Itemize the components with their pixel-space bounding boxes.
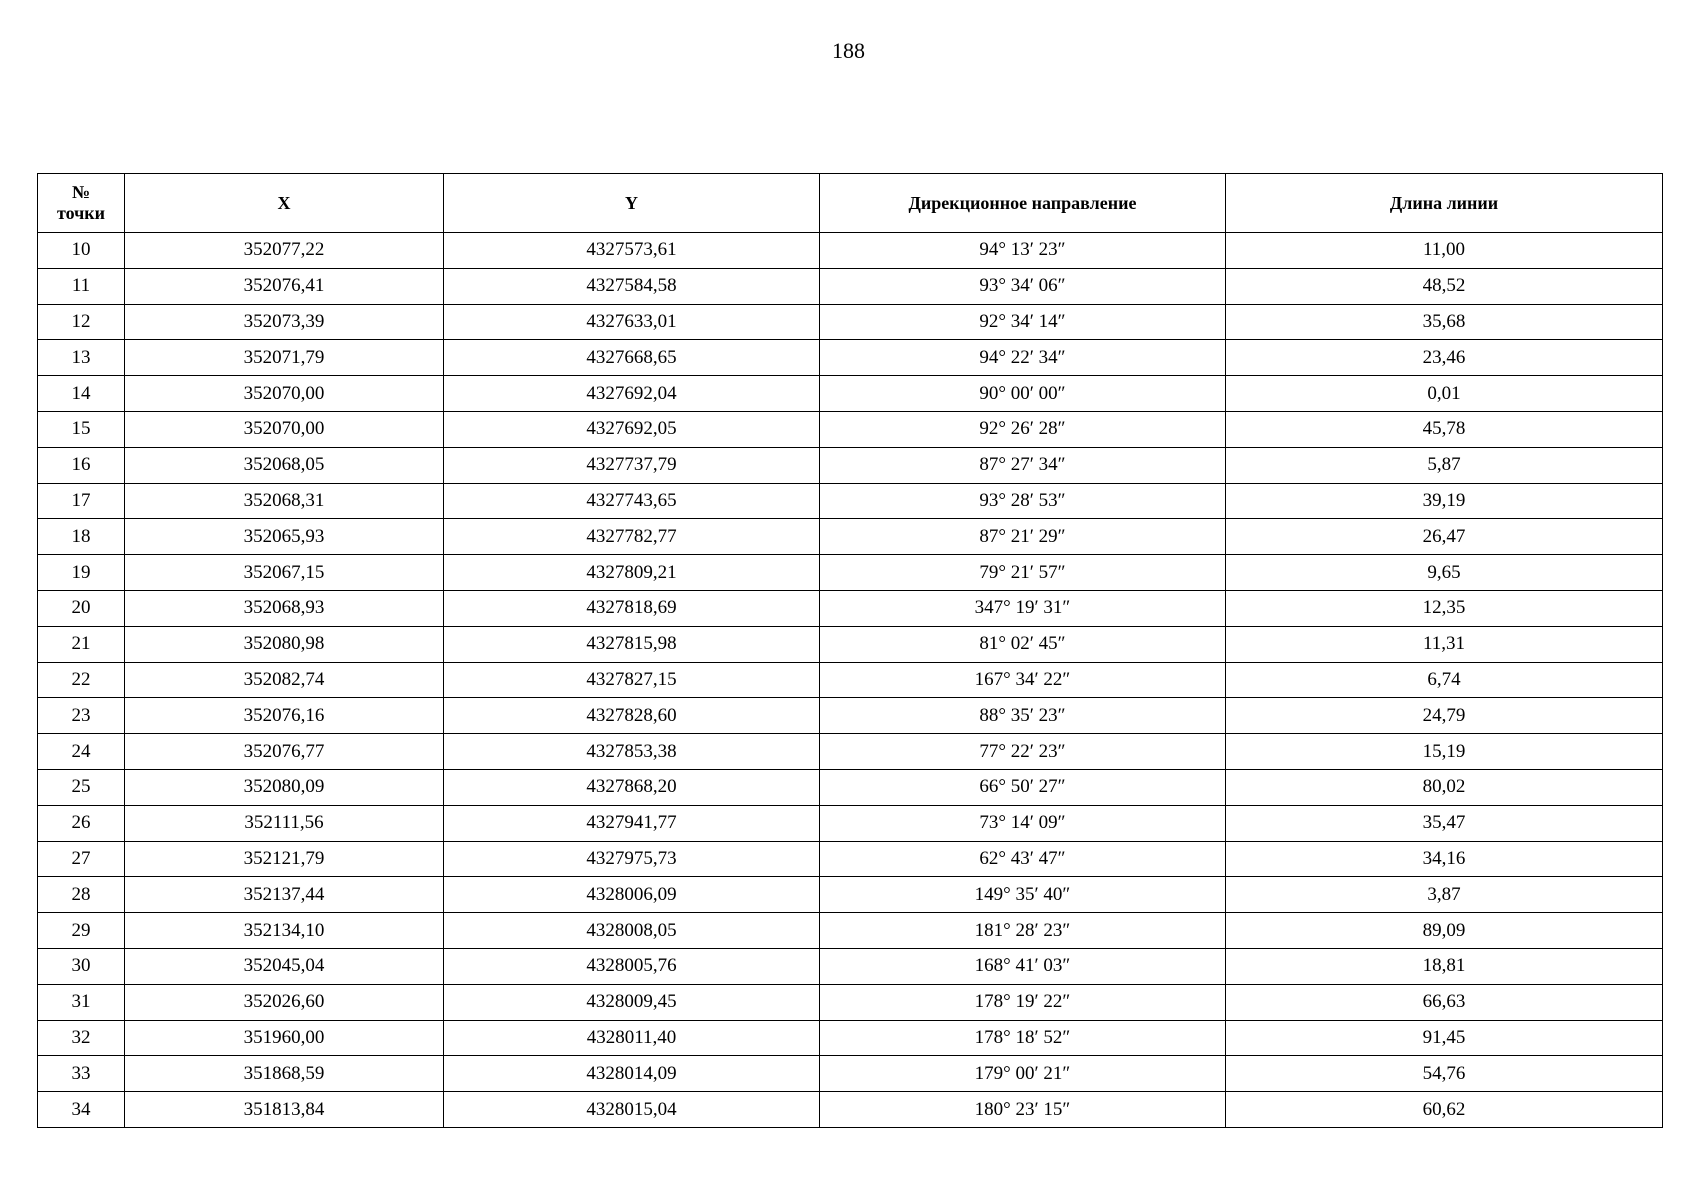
cell-point-number: 29	[38, 913, 125, 949]
cell-y: 4328006,09	[444, 877, 820, 913]
cell-line-length: 11,00	[1226, 233, 1663, 269]
table-row	[38, 662, 1663, 698]
cell-x: 352080,98	[125, 626, 444, 662]
cell-line-length: 48,52	[1226, 268, 1663, 304]
cell-y: 4327668,65	[444, 340, 820, 376]
cell-direction: 93° 28′ 53″	[820, 483, 1226, 519]
cell-line-length: 89,09	[1226, 913, 1663, 949]
cell-x: 352068,93	[125, 590, 444, 626]
cell-point-number: 17	[38, 483, 125, 519]
cell-x: 352134,10	[125, 913, 444, 949]
cell-direction: 87° 21′ 29″	[820, 519, 1226, 555]
header-x: X	[125, 174, 444, 233]
table-row	[38, 1092, 1663, 1128]
cell-line-length: 9,65	[1226, 555, 1663, 591]
cell-y: 4327782,77	[444, 519, 820, 555]
cell-point-number: 22	[38, 662, 125, 698]
cell-y: 4328014,09	[444, 1056, 820, 1092]
cell-x: 352070,00	[125, 411, 444, 447]
cell-point-number: 11	[38, 268, 125, 304]
cell-x: 352065,93	[125, 519, 444, 555]
cell-direction: 88° 35′ 23″	[820, 698, 1226, 734]
cell-line-length: 24,79	[1226, 698, 1663, 734]
cell-point-number: 31	[38, 984, 125, 1020]
table-row	[38, 411, 1663, 447]
cell-direction: 81° 02′ 45″	[820, 626, 1226, 662]
cell-point-number: 20	[38, 590, 125, 626]
cell-point-number: 13	[38, 340, 125, 376]
cell-direction: 66° 50′ 27″	[820, 769, 1226, 805]
header-point-number: № точки	[38, 174, 125, 233]
table-row	[38, 1056, 1663, 1092]
cell-x: 351960,00	[125, 1020, 444, 1056]
cell-x: 352068,05	[125, 447, 444, 483]
cell-x: 352076,16	[125, 698, 444, 734]
table-row	[38, 268, 1663, 304]
cell-y: 4327573,61	[444, 233, 820, 269]
cell-x: 352080,09	[125, 769, 444, 805]
cell-x: 351868,59	[125, 1056, 444, 1092]
cell-point-number: 32	[38, 1020, 125, 1056]
table-row	[38, 984, 1663, 1020]
cell-point-number: 14	[38, 376, 125, 412]
table-header	[38, 174, 1663, 233]
cell-direction: 179° 00′ 21″	[820, 1056, 1226, 1092]
cell-y: 4327692,04	[444, 376, 820, 412]
table-row	[38, 340, 1663, 376]
page-number: 188	[832, 38, 865, 63]
table-row	[38, 805, 1663, 841]
cell-y: 4327815,98	[444, 626, 820, 662]
cell-y: 4327818,69	[444, 590, 820, 626]
cell-y: 4328011,40	[444, 1020, 820, 1056]
cell-x: 352026,60	[125, 984, 444, 1020]
cell-x: 352073,39	[125, 304, 444, 340]
cell-x: 352045,04	[125, 948, 444, 984]
header-y: Y	[444, 174, 820, 233]
cell-direction: 94° 13′ 23″	[820, 233, 1226, 269]
cell-direction: 93° 34′ 06″	[820, 268, 1226, 304]
cell-y: 4327827,15	[444, 662, 820, 698]
cell-point-number: 12	[38, 304, 125, 340]
cell-direction: 149° 35′ 40″	[820, 877, 1226, 913]
cell-x: 352070,00	[125, 376, 444, 412]
cell-y: 4327941,77	[444, 805, 820, 841]
cell-point-number: 21	[38, 626, 125, 662]
cell-y: 4327868,20	[444, 769, 820, 805]
cell-y: 4327633,01	[444, 304, 820, 340]
cell-x: 352076,41	[125, 268, 444, 304]
cell-direction: 94° 22′ 34″	[820, 340, 1226, 376]
header-line-length: Длина линии	[1226, 174, 1663, 233]
cell-y: 4327809,21	[444, 555, 820, 591]
cell-point-number: 33	[38, 1056, 125, 1092]
cell-point-number: 34	[38, 1092, 125, 1128]
cell-direction: 178° 19′ 22″	[820, 984, 1226, 1020]
cell-line-length: 66,63	[1226, 984, 1663, 1020]
cell-line-length: 35,47	[1226, 805, 1663, 841]
table-row	[38, 555, 1663, 591]
cell-direction: 180° 23′ 15″	[820, 1092, 1226, 1128]
table-row	[38, 734, 1663, 770]
cell-y: 4327828,60	[444, 698, 820, 734]
cell-y: 4327853,38	[444, 734, 820, 770]
table-row	[38, 233, 1663, 269]
cell-direction: 79° 21′ 57″	[820, 555, 1226, 591]
cell-x: 352111,56	[125, 805, 444, 841]
table-row	[38, 519, 1663, 555]
cell-line-length: 26,47	[1226, 519, 1663, 555]
cell-line-length: 34,16	[1226, 841, 1663, 877]
cell-point-number: 18	[38, 519, 125, 555]
cell-direction: 181° 28′ 23″	[820, 913, 1226, 949]
cell-direction: 92° 26′ 28″	[820, 411, 1226, 447]
table-row	[38, 590, 1663, 626]
table-row	[38, 913, 1663, 949]
table-row	[38, 698, 1663, 734]
cell-x: 352067,15	[125, 555, 444, 591]
cell-x: 352068,31	[125, 483, 444, 519]
cell-y: 4328009,45	[444, 984, 820, 1020]
cell-direction: 92° 34′ 14″	[820, 304, 1226, 340]
table-row	[38, 1020, 1663, 1056]
cell-y: 4327743,65	[444, 483, 820, 519]
cell-line-length: 0,01	[1226, 376, 1663, 412]
table-row	[38, 841, 1663, 877]
cell-point-number: 25	[38, 769, 125, 805]
coordinates-table	[37, 173, 1663, 1128]
cell-y: 4328008,05	[444, 913, 820, 949]
cell-line-length: 45,78	[1226, 411, 1663, 447]
cell-line-length: 35,68	[1226, 304, 1663, 340]
cell-x: 352077,22	[125, 233, 444, 269]
table-row	[38, 304, 1663, 340]
cell-y: 4327975,73	[444, 841, 820, 877]
table-row	[38, 626, 1663, 662]
cell-x: 352137,44	[125, 877, 444, 913]
cell-direction: 87° 27′ 34″	[820, 447, 1226, 483]
cell-direction: 62° 43′ 47″	[820, 841, 1226, 877]
cell-direction: 77° 22′ 23″	[820, 734, 1226, 770]
cell-point-number: 23	[38, 698, 125, 734]
cell-y: 4328005,76	[444, 948, 820, 984]
table-row	[38, 447, 1663, 483]
cell-line-length: 23,46	[1226, 340, 1663, 376]
cell-line-length: 54,76	[1226, 1056, 1663, 1092]
cell-y: 4327584,58	[444, 268, 820, 304]
cell-line-length: 60,62	[1226, 1092, 1663, 1128]
cell-line-length: 39,19	[1226, 483, 1663, 519]
cell-point-number: 16	[38, 447, 125, 483]
cell-x: 351813,84	[125, 1092, 444, 1128]
cell-line-length: 91,45	[1226, 1020, 1663, 1056]
cell-x: 352082,74	[125, 662, 444, 698]
cell-direction: 347° 19′ 31″	[820, 590, 1226, 626]
table-row	[38, 483, 1663, 519]
cell-point-number: 30	[38, 948, 125, 984]
cell-y: 4327692,05	[444, 411, 820, 447]
cell-point-number: 28	[38, 877, 125, 913]
cell-direction: 90° 00′ 00″	[820, 376, 1226, 412]
cell-point-number: 24	[38, 734, 125, 770]
cell-direction: 73° 14′ 09″	[820, 805, 1226, 841]
header-row	[38, 174, 1663, 233]
cell-line-length: 11,31	[1226, 626, 1663, 662]
cell-point-number: 27	[38, 841, 125, 877]
cell-line-length: 80,02	[1226, 769, 1663, 805]
table-row	[38, 769, 1663, 805]
cell-y: 4328015,04	[444, 1092, 820, 1128]
cell-point-number: 19	[38, 555, 125, 591]
table-body	[38, 233, 1663, 1128]
cell-line-length: 15,19	[1226, 734, 1663, 770]
cell-line-length: 18,81	[1226, 948, 1663, 984]
table-row	[38, 948, 1663, 984]
table-row	[38, 376, 1663, 412]
cell-x: 352071,79	[125, 340, 444, 376]
cell-point-number: 10	[38, 233, 125, 269]
cell-y: 4327737,79	[444, 447, 820, 483]
cell-line-length: 5,87	[1226, 447, 1663, 483]
cell-x: 352121,79	[125, 841, 444, 877]
header-direction: Дирекционное направление	[820, 174, 1226, 233]
cell-direction: 178° 18′ 52″	[820, 1020, 1226, 1056]
cell-x: 352076,77	[125, 734, 444, 770]
cell-direction: 167° 34′ 22″	[820, 662, 1226, 698]
cell-line-length: 12,35	[1226, 590, 1663, 626]
cell-line-length: 3,87	[1226, 877, 1663, 913]
cell-direction: 168° 41′ 03″	[820, 948, 1226, 984]
cell-point-number: 26	[38, 805, 125, 841]
table-row	[38, 877, 1663, 913]
cell-line-length: 6,74	[1226, 662, 1663, 698]
cell-point-number: 15	[38, 411, 125, 447]
